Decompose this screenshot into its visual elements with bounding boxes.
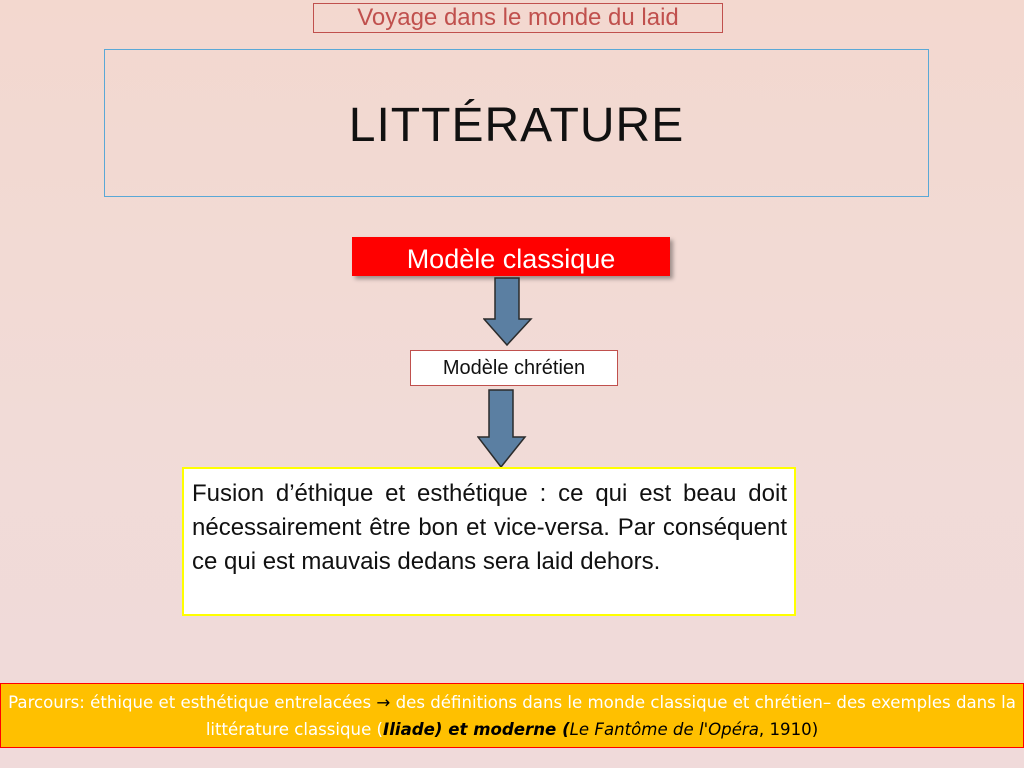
- down-arrow-icon: [477, 389, 527, 469]
- footer-banner: [0, 683, 1024, 748]
- slide-title: LITTÉRATURE: [348, 98, 685, 152]
- footer-text-part1: Parcours: éthique et esthétique entrelacées: [8, 693, 377, 712]
- footer-year: , 1910): [758, 720, 819, 739]
- topic-label: Voyage dans le monde du laid: [313, 3, 723, 33]
- footer-iliade: Iliade) et moderne (: [383, 720, 570, 739]
- right-arrow-icon: →: [376, 693, 391, 712]
- node-modele-chretien: Modèle chrétien: [410, 350, 618, 386]
- footer-text-part2: des définitions dans le monde classique et chrétien– des exemples dans la littérature classique (: [205, 693, 1016, 739]
- title-box: [104, 49, 929, 197]
- node-modele-classique: Modèle classique: [352, 237, 670, 276]
- down-arrow-icon: [483, 277, 533, 347]
- node-fusion-text: Fusion d’éthique et esthétique : ce qui est beau doit nécessairement être bon et vice-versa. Par conséquent ce qui est mauvais dedans sera laid dehors.: [182, 467, 796, 616]
- footer-fantome: Le Fantôme de l'Opéra: [569, 720, 759, 739]
